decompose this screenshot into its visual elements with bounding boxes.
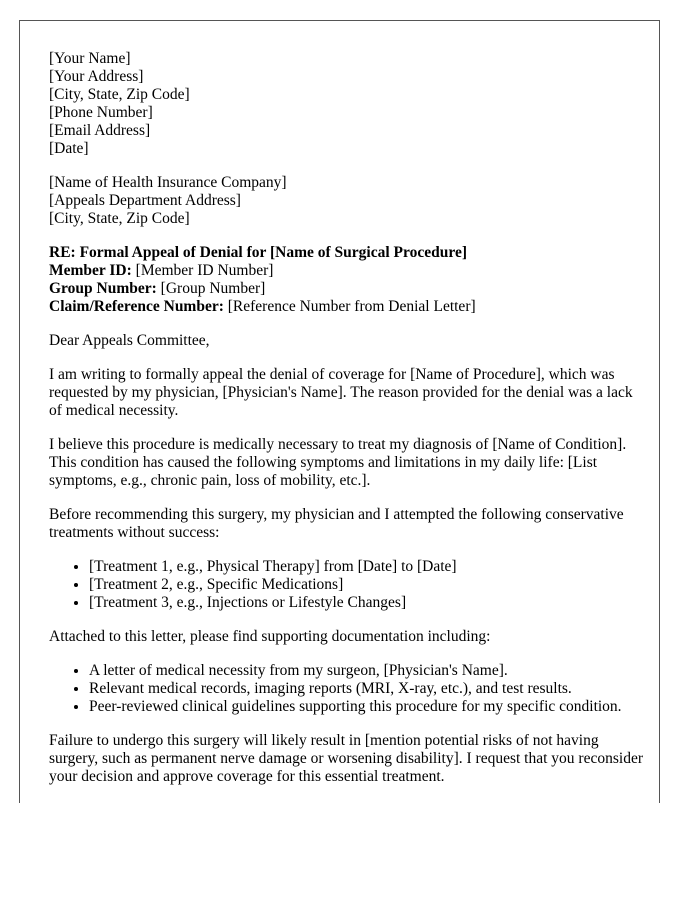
re-line-text: RE: Formal Appeal of Denial for [Name of Surgical Procedure]	[49, 244, 468, 261]
paragraph-attachments-intro: Attached to this letter, please find supporting documentation including:	[49, 628, 491, 645]
member-id-value: [Member ID Number]	[135, 262, 274, 279]
sender-address: [Your Address]	[49, 68, 144, 85]
sender-phone: [Phone Number]	[49, 104, 153, 121]
group-number-label: Group Number:	[49, 280, 157, 297]
paragraph-request: Failure to undergo this surgery will likely result in [mention potential risks of not having surgery, such as permanent nerve damage or worsening disability]. I request that you reconsider your decision and approve coverage for this essential treatment.	[49, 732, 643, 785]
reference-block	[49, 244, 643, 316]
sender-name: [Your Name]	[49, 50, 131, 67]
group-number-value: [Group Number]	[160, 280, 266, 297]
sender-city-state-zip: [City, State, Zip Code]	[49, 86, 190, 103]
sender-email: [Email Address]	[49, 122, 151, 139]
salutation: Dear Appeals Committee,	[49, 332, 210, 349]
recipient-block	[49, 174, 643, 228]
re-line	[49, 244, 643, 262]
letter-page	[19, 20, 660, 803]
list-item: • [Treatment 2, e.g., Specific Medications]	[89, 576, 643, 594]
sender-block	[49, 50, 643, 158]
claim-number-label: Claim/Reference Number:	[49, 298, 224, 315]
paragraph-denial: I am writing to formally appeal the denial of coverage for [Name of Procedure], which was requested by my physician, [Physician's Name]. The reason provided for the denial was a lack of medical necessity.	[49, 366, 633, 419]
list-item: • [Treatment 1, e.g., Physical Therapy] from [Date] to [Date]	[89, 558, 643, 576]
group-number-line	[49, 280, 643, 298]
paragraph-treatments-intro: Before recommending this surgery, my physician and I attempted the following conservative treatments without success:	[49, 506, 624, 541]
recipient-city-state-zip: [City, State, Zip Code]	[49, 210, 190, 227]
recipient-company: [Name of Health Insurance Company]	[49, 174, 287, 191]
paragraph-necessity: I believe this procedure is medically necessary to treat my diagnosis of [Name of Condition]. This condition has caused the following symptoms and limitations in my daily life: [List symptoms, e.g., chronic pain, loss of mobility, etc.].	[49, 436, 627, 489]
list-item: • A letter of medical necessity from my surgeon, [Physician's Name].	[89, 662, 643, 680]
letter-content	[49, 50, 643, 786]
list-item: • [Treatment 3, e.g., Injections or Lifestyle Changes]	[89, 594, 643, 612]
treatments-list	[49, 558, 643, 612]
letter-date: [Date]	[49, 140, 89, 157]
documents-list	[49, 662, 643, 716]
claim-number-line	[49, 298, 643, 316]
member-id-line	[49, 262, 643, 280]
recipient-address: [Appeals Department Address]	[49, 192, 241, 209]
member-id-label: Member ID:	[49, 262, 132, 279]
claim-number-value: [Reference Number from Denial Letter]	[227, 298, 476, 315]
list-item: • Peer-reviewed clinical guidelines supporting this procedure for my specific condition.	[89, 698, 643, 716]
list-item: • Relevant medical records, imaging reports (MRI, X-ray, etc.), and test results.	[89, 680, 643, 698]
